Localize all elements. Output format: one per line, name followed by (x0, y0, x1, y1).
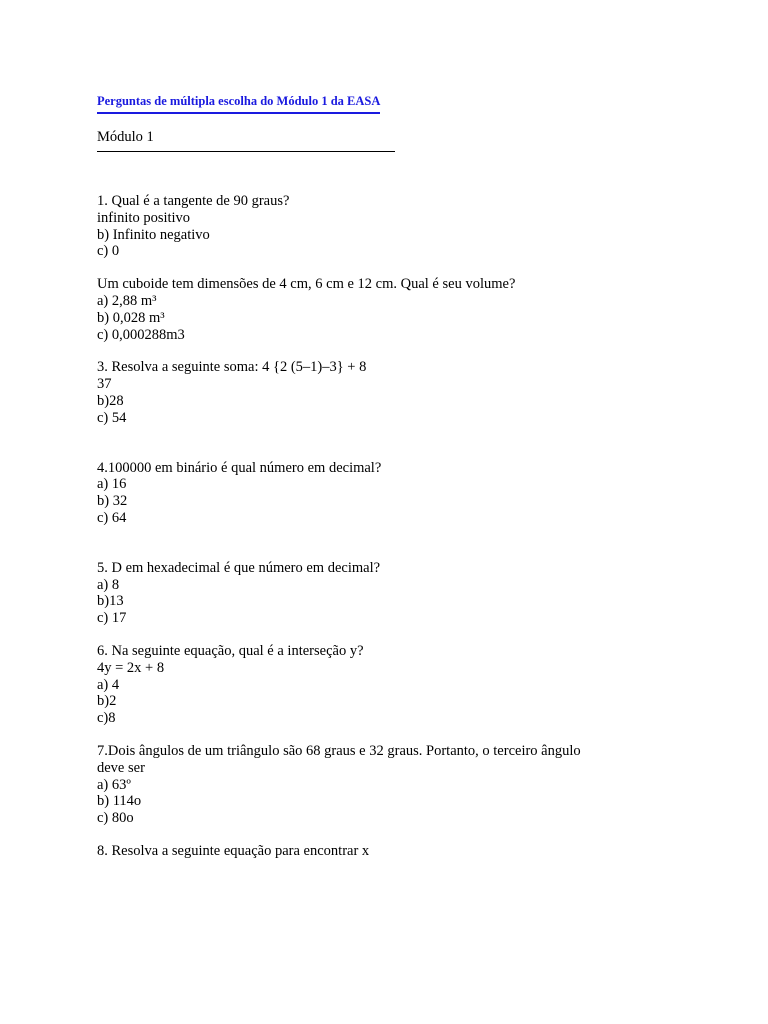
module-heading: Módulo 1 (97, 129, 154, 145)
answer-option: c) 17 (97, 610, 127, 627)
answer-option: b) 114o (97, 793, 142, 810)
question-text: 6. Na seguinte equação, qual é a interseção y? (97, 642, 364, 659)
answer-option: a) 2,88 m³ (97, 292, 157, 309)
answer-option: b) 0,028 m³ (97, 309, 165, 326)
answer-option: 37 (97, 376, 112, 393)
answer-option: b)13 (97, 593, 124, 610)
answer-option: a) 8 (97, 576, 120, 593)
question-text: 8. Resolva a seguinte equação para encontrar x (97, 842, 370, 859)
answer-option: c)8 (97, 710, 116, 727)
question-text: 5. D em hexadecimal é que número em decimal? (97, 559, 381, 576)
answer-option: b)28 (97, 392, 124, 409)
answer-option: infinito positivo (97, 209, 191, 226)
question-6 (97, 643, 717, 727)
document-title-link[interactable]: Perguntas de múltipla escolha do Módulo 1 da EASA (97, 93, 380, 114)
answer-option: a) 4 (97, 676, 120, 693)
question-text: Um cuboide tem dimensões de 4 cm, 6 cm e 12 cm. Qual é seu volume? (97, 276, 516, 293)
question-text: 3. Resolva a seguinte soma: 4 {2 (5–1)–3} + 8 (97, 359, 367, 376)
question-5 (97, 560, 717, 627)
horizontal-rule (97, 151, 395, 152)
equation-line: 4y = 2x + 8 (97, 659, 165, 676)
answer-option: a) 63º (97, 776, 131, 793)
question-text: 4.100000 em binário é qual número em decimal? (97, 459, 382, 476)
question-2 (97, 276, 717, 343)
answer-option: b)2 (97, 693, 117, 710)
document-page (97, 92, 717, 860)
answer-option: c) 80o (97, 810, 134, 827)
question-3 (97, 359, 717, 426)
question-7 (97, 743, 717, 827)
question-1 (97, 193, 717, 260)
answer-option: c) 0 (97, 243, 120, 260)
answer-option: a) 16 (97, 476, 127, 493)
question-text: 1. Qual é a tangente de 90 graus? (97, 193, 290, 209)
answer-option: c) 54 (97, 409, 127, 426)
answer-option: b) Infinito negativo (97, 226, 210, 243)
answer-option: b) 32 (97, 493, 128, 510)
question-8 (97, 843, 717, 860)
question-4 (97, 460, 717, 527)
answer-option: c) 0,000288m3 (97, 326, 185, 343)
question-text: 7.Dois ângulos de um triângulo são 68 graus e 32 graus. Portanto, o terceiro ângulo deve ser (97, 742, 581, 776)
answer-option: c) 64 (97, 509, 127, 526)
